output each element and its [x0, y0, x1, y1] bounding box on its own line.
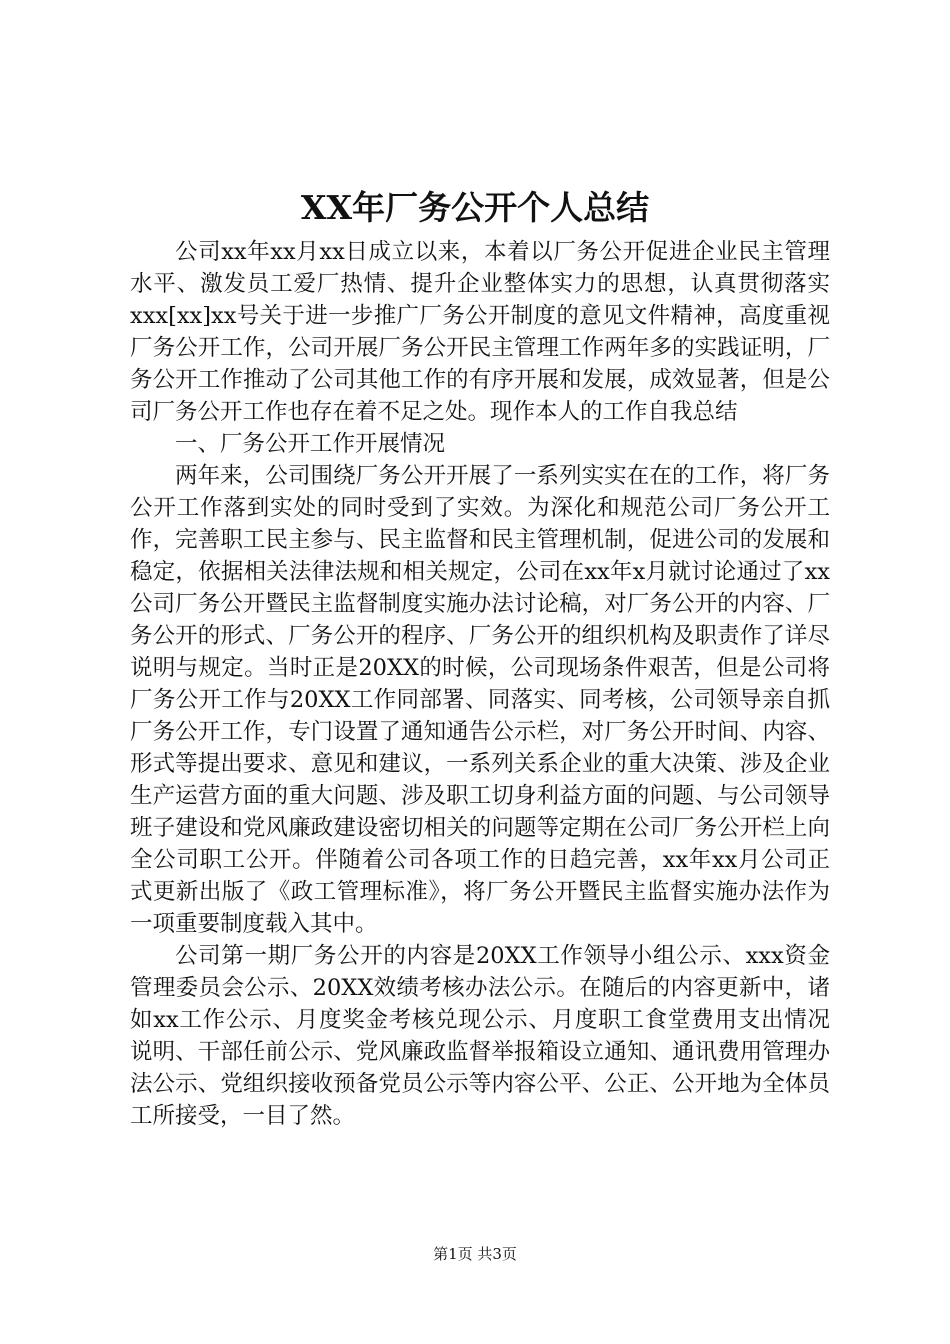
document-title: XX年厂务公开个人总结: [300, 188, 650, 227]
section-heading-1: 一、厂务公开工作开展情况: [175, 431, 446, 457]
document-body: [130, 236, 830, 1132]
paragraph-section-1: 两年来，公司围绕厂务公开开展了一系列实实在在的工作，将厂务公开工作落到实处的同时受到了实效。为深化和规范公司厂务公开工作，完善职工民主参与、民主监督和民主管理机制，促进公司的发展和稳定，依据相关法律法规和相关规定，公司在xx年x月就讨论通过了xx公司厂务公开暨民主监督制度实施办法讨论稿，对厂务公开的内容、厂务公开的形式、厂务公开的程序、厂务公开的组织机构及职责作了详尽说明与规定。当时正是20XX的时候，公司现场条件艰苦，但是公司将厂务公开工作与20XX工作同部署、同落实、同考核，公司领导亲自抓厂务公开工作，专门设置了通知通告公示栏，对厂务公开时间、内容、形式等提出要求、意见和建议，一系列关系企业的重大决策、涉及企业生产运营方面的重大问题、涉及职工切身利益方面的问题、与公司领导班子建设和党风廉政建设密切相关的问题等定期在公司厂务公开栏上向全公司职工公开。伴随着公司各项工作的日趋完善，xx年xx月公司正式更新出版了《政工管理标准》，将厂务公开暨民主监督实施办法作为一项重要制度载入其中。: [130, 463, 830, 937]
paragraph-intro: 公司xx年xx月xx日成立以来，本着以厂务公开促进企业民主管理水平、激发员工爱厂热情、提升企业整体实力的思想，认真贯彻落实xxx[xx]xx号关于进一步推广厂务公开制度的意见文件精神，高度重视厂务公开工作，公司开展厂务公开民主管理工作两年多的实践证明，厂务公开工作推动了公司其他工作的有序开展和发展，成效显著，但是公司厂务公开工作也存在着不足之处。现作本人的工作自我总结: [130, 239, 830, 425]
page-footer: 第1页 共3页: [433, 1245, 517, 1263]
paragraph-first-disclosure: 公司第一期厂务公开的内容是20XX工作领导小组公示、xxx资金管理委员会公示、20XX效绩考核办法公示。在随后的内容更新中，诸如xx工作公示、月度奖金考核兑现公示、月度职工食堂费用支出情况说明、干部任前公示、党风廉政监督举报箱设立通知、通讯费用管理办法公示、党组织接收预备党员公示等内容公平、公正、公开地为全体员工所接受，一目了然。: [130, 943, 830, 1129]
